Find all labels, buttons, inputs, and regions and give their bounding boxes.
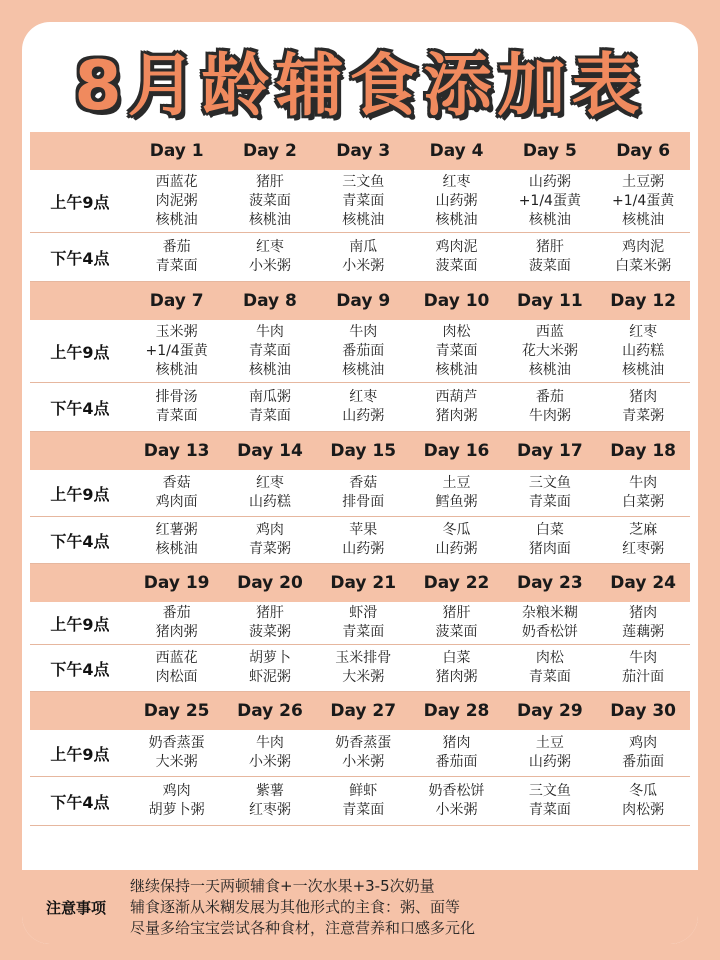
day-header: Day 18 [610, 440, 676, 461]
meal-line: 大米粥 [342, 669, 385, 685]
meal-line: 猪肉粥 [435, 669, 478, 685]
meal-cell [596, 602, 689, 644]
meal-line: 核桃油 [342, 361, 385, 378]
meal-line: 鳕鱼粥 [435, 494, 478, 510]
meal-line: 冬瓜 [629, 783, 658, 799]
morning-time-label: 上午9点 [50, 484, 110, 504]
meal-line: 红枣粥 [248, 802, 291, 818]
meal-cell [130, 517, 223, 563]
meal-line: 猪肝 [255, 173, 284, 190]
note-line: 辅食逐渐从米糊发展为其他形式的主食：粥、面等 [130, 898, 461, 916]
meal-cell [503, 383, 596, 431]
meal-line: 番茄面 [622, 754, 665, 770]
day-header: Day 16 [423, 440, 490, 461]
meal-line: 奶香松饼 [521, 624, 578, 640]
meal-cell [596, 777, 689, 825]
meal-line: 猪肉 [442, 735, 471, 751]
day-header-row [30, 132, 690, 170]
meal-line: 番茄面 [342, 342, 385, 359]
day-header: Day 3 [336, 140, 391, 161]
meal-line: 红枣 [629, 323, 658, 340]
meal-line: 杂粮米糊 [521, 605, 578, 621]
day-header: Day 17 [516, 440, 583, 461]
meal-cell [503, 170, 596, 232]
meal-cell [503, 777, 596, 825]
meal-line: 牛肉 [349, 323, 378, 340]
meal-line: 苹果 [349, 522, 378, 538]
meal-cell [503, 233, 596, 281]
meal-line: 青菜面 [528, 669, 571, 685]
meal-cell [130, 170, 223, 232]
day-header: Day 26 [237, 700, 303, 721]
meal-line: 核桃油 [155, 211, 198, 228]
meal-line: 西蓝 [535, 323, 564, 340]
meal-line: 青菜粥 [622, 408, 665, 424]
meal-line: 南瓜 [349, 239, 378, 255]
day-header: Day 25 [143, 700, 210, 721]
meal-line: 菠菜粥 [248, 624, 291, 640]
meal-line: 三文鱼 [528, 783, 571, 799]
day-header: Day 15 [330, 440, 397, 461]
meal-line: 核桃油 [155, 541, 198, 557]
corner-spacer [30, 282, 130, 320]
meal-line: 菠菜面 [435, 258, 478, 274]
afternoon-meal-row [30, 383, 690, 432]
meal-line: 青菜面 [528, 802, 571, 818]
meal-line: 红枣 [442, 173, 471, 190]
meal-line: 青菜面 [342, 802, 385, 818]
meal-cell [130, 602, 223, 644]
afternoon-time-label: 下午4点 [50, 531, 110, 551]
meal-cell [410, 730, 503, 776]
meal-cell [503, 730, 596, 776]
meal-line: 山药粥 [528, 173, 571, 190]
meal-line: 西葫芦 [435, 389, 478, 405]
morning-meal-row [30, 470, 690, 517]
meal-cell [317, 517, 410, 563]
notes-section [22, 870, 698, 944]
meal-line: 番茄 [162, 239, 191, 255]
notes-lines [130, 870, 475, 944]
meal-line: 茄汁面 [622, 669, 665, 685]
meal-line: 核桃油 [622, 211, 665, 228]
afternoon-time-label: 下午4点 [50, 398, 110, 418]
meal-line: +1/4蛋黄 [518, 192, 581, 209]
meal-cell [317, 383, 410, 431]
meal-line: 山药粥 [435, 541, 478, 557]
meal-cell [317, 320, 410, 382]
meal-line: 冬瓜 [442, 522, 471, 538]
day-header: Day 27 [330, 700, 397, 721]
meal-line: 莲藕粥 [622, 624, 665, 640]
meal-line: 青菜面 [155, 408, 198, 424]
meal-line: 猪肉 [629, 389, 658, 405]
meal-line: 牛肉粥 [528, 408, 571, 424]
meal-cell [317, 233, 410, 281]
meal-line: 番茄面 [435, 754, 478, 770]
meal-cell [223, 730, 316, 776]
meal-line: 胡萝卜 [248, 650, 291, 666]
day-header: Day 23 [516, 572, 583, 593]
morning-time-label: 上午9点 [50, 614, 110, 634]
afternoon-meal-row [30, 233, 690, 282]
meal-cell [223, 170, 316, 232]
afternoon-meal-row [30, 517, 690, 564]
meal-cell [410, 602, 503, 644]
day-header: Day 5 [522, 140, 577, 161]
meal-line: 青菜面 [435, 342, 478, 359]
meal-line: 青菜面 [155, 258, 198, 274]
meal-line: 玉米排骨 [335, 650, 392, 666]
meal-line: 排骨汤 [155, 389, 198, 405]
meal-line: 山药糕 [622, 342, 665, 359]
meal-cell [503, 517, 596, 563]
meal-line: 白菜 [442, 650, 471, 666]
meal-line: 鸡肉 [162, 783, 191, 799]
meal-line: 西蓝花 [155, 650, 198, 666]
meal-line: 红枣 [349, 389, 378, 405]
page-title: 8月龄辅食添加表 [74, 47, 646, 126]
day-header: Day 11 [516, 290, 583, 311]
meal-line: 土豆 [442, 475, 471, 491]
meal-line: 三文鱼 [528, 475, 571, 491]
meal-line: 小米粥 [248, 754, 291, 770]
meal-cell [503, 645, 596, 691]
meal-line: 山药糕 [248, 494, 291, 510]
meal-cell [596, 383, 689, 431]
day-header: Day 1 [149, 140, 204, 161]
meal-line: 牛肉 [629, 650, 658, 666]
day-header: Day 24 [610, 572, 676, 593]
meal-line: 红枣 [255, 239, 284, 255]
meal-cell [130, 320, 223, 382]
day-header: Day 19 [143, 572, 210, 593]
meal-line: 白菜 [535, 522, 564, 538]
meal-line: 猪肉 [629, 605, 658, 621]
meal-line: 肉松 [535, 650, 564, 666]
meal-cell [223, 602, 316, 644]
meal-plan-card [22, 22, 698, 944]
meal-line: 山药粥 [342, 541, 385, 557]
afternoon-meal-row [30, 777, 690, 826]
meal-line: 小米粥 [342, 258, 385, 274]
meal-cell [317, 645, 410, 691]
meal-line: 核桃油 [155, 361, 198, 378]
meal-cell [317, 602, 410, 644]
meal-line: 菠菜面 [528, 258, 571, 274]
meal-cell [317, 777, 410, 825]
corner-spacer [30, 432, 130, 470]
meal-line: 芝麻 [629, 522, 658, 538]
meal-line: 猪肉粥 [155, 624, 198, 640]
afternoon-time-label: 下午4点 [50, 792, 110, 812]
meal-line: 肉松粥 [622, 802, 665, 818]
meal-line: 香菇 [162, 475, 191, 491]
day-header: Day 30 [610, 700, 676, 721]
meal-line: 青菜面 [248, 342, 291, 359]
meal-cell [223, 320, 316, 382]
meal-cell [596, 170, 689, 232]
meal-line: 番茄 [535, 389, 564, 405]
day-header: Day 4 [429, 140, 484, 161]
meal-cell [130, 470, 223, 516]
day-header: Day 21 [330, 572, 397, 593]
meal-line: 土豆粥 [622, 173, 665, 190]
day-header: Day 13 [143, 440, 210, 461]
day-header: Day 14 [237, 440, 303, 461]
meal-line: 小米粥 [435, 802, 478, 818]
meal-cell [596, 233, 689, 281]
meal-line: 胡萝卜粥 [148, 802, 205, 818]
meal-cell [410, 233, 503, 281]
morning-meal-row [30, 170, 690, 233]
meal-line: 香菇 [349, 475, 378, 491]
meal-line: 核桃油 [528, 361, 571, 378]
meal-cell [410, 645, 503, 691]
day-header-row [30, 282, 690, 320]
meal-line: 大米粥 [155, 754, 198, 770]
meal-line: 排骨面 [342, 494, 385, 510]
meal-line: 奶香蒸蛋 [335, 735, 392, 751]
meal-cell [223, 470, 316, 516]
notes-label: 注意事项 [45, 898, 106, 917]
corner-spacer [30, 564, 130, 602]
meal-line: 牛肉 [255, 735, 284, 751]
meal-line: 鸡肉面 [155, 494, 198, 510]
meal-line: 肉泥粥 [155, 192, 198, 209]
meal-line: 菠菜面 [435, 624, 478, 640]
meal-line: 奶香松饼 [428, 783, 485, 799]
morning-time-label: 上午9点 [50, 342, 110, 362]
meal-line: 猪肝 [442, 605, 471, 621]
meal-cell [410, 320, 503, 382]
meal-cell [410, 777, 503, 825]
meal-line: 小米粥 [248, 258, 291, 274]
meal-line: 土豆 [535, 735, 564, 751]
meal-line: 玉米粥 [155, 323, 198, 340]
meal-line: 青菜粥 [248, 541, 291, 557]
day-header: Day 2 [243, 140, 297, 161]
meal-line: 山药粥 [435, 192, 478, 209]
day-header: Day 6 [616, 140, 671, 161]
meal-cell [130, 777, 223, 825]
meal-line: 核桃油 [248, 211, 291, 228]
meal-cell [596, 645, 689, 691]
meal-line: 青菜面 [342, 192, 385, 209]
morning-meal-row [30, 730, 690, 777]
day-header: Day 28 [423, 700, 490, 721]
meal-line: 核桃油 [248, 361, 291, 378]
afternoon-time-label: 下午4点 [50, 248, 110, 268]
meal-cell [130, 730, 223, 776]
meal-line: 番茄 [162, 605, 191, 621]
meal-cell [223, 517, 316, 563]
meal-cell [130, 645, 223, 691]
meal-line: +1/4蛋黄 [145, 342, 208, 359]
meal-line: 小米粥 [342, 754, 385, 770]
meal-line: 南瓜粥 [248, 389, 291, 405]
afternoon-meal-row [30, 645, 690, 692]
meal-line: 核桃油 [342, 211, 385, 228]
meal-line: 青菜面 [342, 624, 385, 640]
meal-cell [596, 320, 689, 382]
corner-spacer [30, 692, 130, 730]
meal-line: 红枣 [255, 475, 284, 491]
meal-cell [223, 645, 316, 691]
morning-time-label: 上午9点 [50, 192, 110, 212]
meal-line: 牛肉 [629, 475, 658, 491]
meal-line: 红薯粥 [155, 522, 198, 538]
meal-cell [410, 470, 503, 516]
meal-line: 虾滑 [349, 605, 378, 621]
meal-cell [503, 470, 596, 516]
meal-line: 青菜面 [248, 408, 291, 424]
meal-cell [410, 170, 503, 232]
meal-line: 奶香蒸蛋 [148, 735, 205, 751]
meal-cell [130, 383, 223, 431]
meal-cell [317, 730, 410, 776]
meal-line: 核桃油 [622, 361, 665, 378]
meal-schedule-table [30, 132, 690, 826]
meal-line: 三文鱼 [342, 173, 385, 190]
meal-line: 猪肝 [255, 605, 284, 621]
note-line: 继续保持一天两顿辅食+一次水果+3-5次奶量 [130, 877, 435, 895]
meal-line: 鸡肉 [255, 522, 284, 538]
meal-cell [410, 517, 503, 563]
day-header: Day 29 [516, 700, 583, 721]
meal-line: 紫薯 [255, 783, 284, 799]
morning-meal-row [30, 320, 690, 383]
meal-cell [223, 233, 316, 281]
meal-line: 白菜粥 [622, 494, 665, 510]
day-header: Day 20 [237, 572, 303, 593]
meal-line: 菠菜面 [248, 192, 291, 209]
meal-line: 肉松 [442, 323, 471, 340]
day-header-row [30, 692, 690, 730]
meal-line: 核桃油 [435, 361, 478, 378]
meal-line: 虾泥粥 [248, 669, 291, 685]
meal-cell [410, 383, 503, 431]
day-header: Day 7 [149, 290, 204, 311]
meal-line: 西蓝花 [155, 173, 198, 190]
day-header: Day 9 [336, 290, 391, 311]
meal-line: 山药粥 [528, 754, 571, 770]
day-header-row [30, 564, 690, 602]
day-header: Day 8 [243, 290, 297, 311]
meal-line: 肉松面 [155, 669, 198, 685]
meal-line: 白菜米粥 [615, 258, 672, 274]
meal-cell [596, 730, 689, 776]
meal-cell [223, 777, 316, 825]
meal-cell [317, 170, 410, 232]
meal-line: 鲜虾 [349, 783, 378, 799]
meal-line: 鸡肉泥 [435, 239, 478, 255]
afternoon-time-label: 下午4点 [50, 659, 110, 679]
meal-cell [223, 383, 316, 431]
morning-meal-row [30, 602, 690, 645]
meal-cell [596, 517, 689, 563]
day-header: Day 10 [423, 290, 490, 311]
day-header: Day 22 [423, 572, 490, 593]
day-header: Day 12 [610, 290, 676, 311]
meal-line: 核桃油 [435, 211, 478, 228]
day-header-row [30, 432, 690, 470]
meal-line: 花大米粥 [521, 342, 578, 359]
note-line: 尽量多给宝宝尝试各种食材，注意营养和口感多元化 [130, 919, 476, 937]
corner-spacer [30, 132, 130, 170]
morning-time-label: 上午9点 [50, 744, 110, 764]
meal-line: 鸡肉泥 [622, 239, 665, 255]
meal-cell [130, 233, 223, 281]
meal-cell [503, 602, 596, 644]
meal-cell [317, 470, 410, 516]
meal-line: 猪肉面 [528, 541, 571, 557]
meal-cell [596, 470, 689, 516]
meal-line: 牛肉 [255, 323, 284, 340]
meal-line: +1/4蛋黄 [612, 192, 675, 209]
meal-cell [503, 320, 596, 382]
meal-line: 猪肝 [535, 239, 564, 255]
meal-line: 猪肉粥 [435, 408, 478, 424]
meal-line: 鸡肉 [629, 735, 658, 751]
meal-line: 核桃油 [528, 211, 571, 228]
meal-line: 山药粥 [342, 408, 385, 424]
meal-line: 红枣粥 [622, 541, 665, 557]
meal-line: 青菜面 [528, 494, 571, 510]
